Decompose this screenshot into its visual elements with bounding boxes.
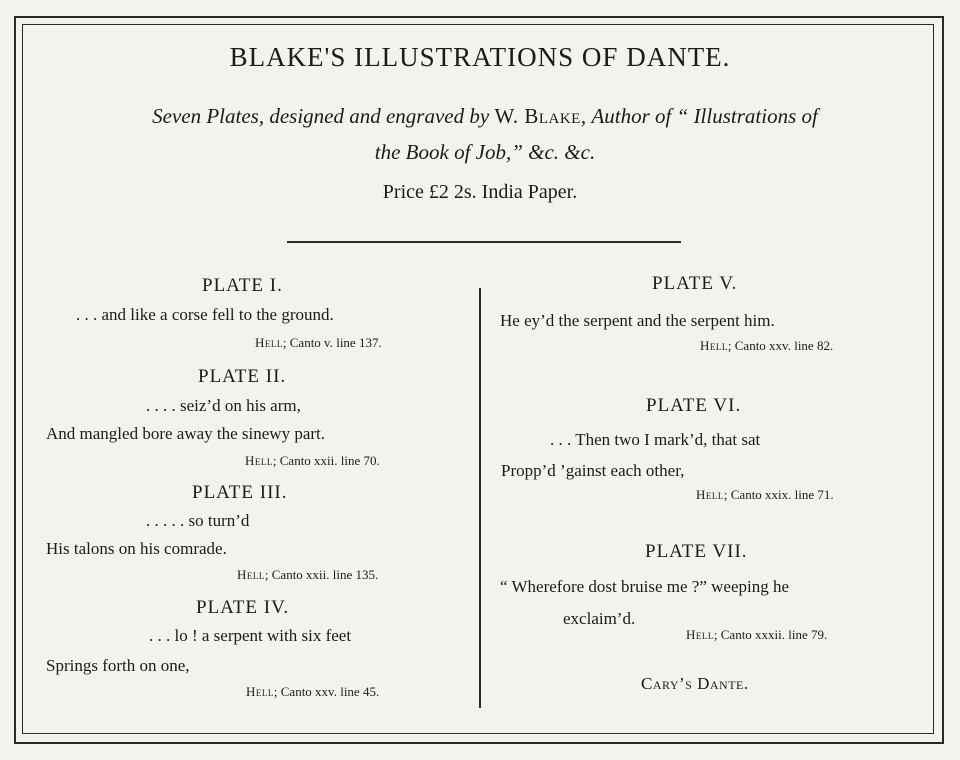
author-name: W. Blake,: [494, 104, 587, 128]
ref-label: Hell: [686, 627, 714, 642]
plate-5-quote: He ey’d the serpent and the serpent him.: [500, 311, 775, 330]
plate-4-heading: PLATE IV.: [196, 597, 290, 618]
ref-label: Hell: [700, 338, 728, 353]
plate-3-quote-line1: . . . . . so turn’d: [146, 511, 250, 530]
ref-text: ; Canto xxv. line 82.: [727, 338, 834, 353]
plate-1-heading: PLATE I.: [202, 275, 283, 296]
ref-text: ; Canto xxv. line 45.: [273, 684, 380, 699]
plate-2-quote-line2: And mangled bore away the sinewy part.: [46, 424, 325, 443]
plate-4-reference: [246, 684, 379, 700]
plate-3-quote-line2: His talons on his comrade.: [46, 539, 227, 558]
plate-2-heading: PLATE II.: [198, 366, 287, 387]
plate-6-heading: PLATE VI.: [646, 395, 742, 416]
subtitle-part-b: Author of “ Illustrations of: [591, 104, 818, 128]
plate-5-reference: [700, 338, 833, 354]
plate-4-quote-line1: . . . lo ! a serpent with six feet: [149, 626, 352, 645]
ref-label: Hell: [255, 335, 283, 350]
plate-4-quote-line2: Springs forth on one,: [46, 656, 190, 675]
source-credit: Cary’s Dante.: [641, 674, 749, 693]
plate-2-quote-line1: . . . . seiz’d on his arm,: [146, 396, 301, 415]
plate-2-reference: [245, 453, 380, 469]
plate-1-reference: [255, 335, 382, 351]
subtitle-part-a: Seven Plates, designed and engraved by: [152, 104, 490, 128]
plate-3-heading: PLATE III.: [192, 482, 288, 503]
plate-1-quote: . . . and like a corse fell to the ground.: [76, 305, 334, 324]
plate-6-quote-line1: . . . Then two I mark’d, that sat: [550, 430, 761, 449]
subtitle-part-c: the Book of Job,” &c. &c.: [374, 140, 596, 164]
subtitle: [40, 98, 930, 170]
ref-text: ; Canto xxii. line 70.: [272, 453, 380, 468]
ref-label: Hell: [237, 567, 265, 582]
horizontal-rule: [287, 241, 681, 243]
plate-7-quote-line1: “ Wherefore dost bruise me ?” weeping he: [500, 577, 790, 596]
plate-5-heading: PLATE V.: [652, 273, 738, 294]
column-divider: [479, 288, 481, 708]
ref-text: ; Canto xxix. line 71.: [723, 487, 834, 502]
plate-7-heading: PLATE VII.: [645, 541, 748, 562]
plate-7-reference: [686, 627, 827, 643]
ref-label: Hell: [245, 453, 273, 468]
plate-7-quote-line2: exclaim’d.: [563, 609, 636, 628]
price-line: Price £2 2s. India Paper.: [382, 181, 578, 203]
ref-text: ; Canto v. line 137.: [282, 335, 382, 350]
plate-3-reference: [237, 567, 378, 583]
plate-6-reference: [696, 487, 834, 503]
plate-6-quote-line2: Propp’d ’gainst each other,: [501, 461, 685, 480]
ref-text: ; Canto xxxii. line 79.: [713, 627, 828, 642]
page-title: BLAKE'S ILLUSTRATIONS OF DANTE.: [229, 42, 731, 72]
ref-text: ; Canto xxii. line 135.: [264, 567, 379, 582]
ref-label: Hell: [246, 684, 274, 699]
ref-label: Hell: [696, 487, 724, 502]
